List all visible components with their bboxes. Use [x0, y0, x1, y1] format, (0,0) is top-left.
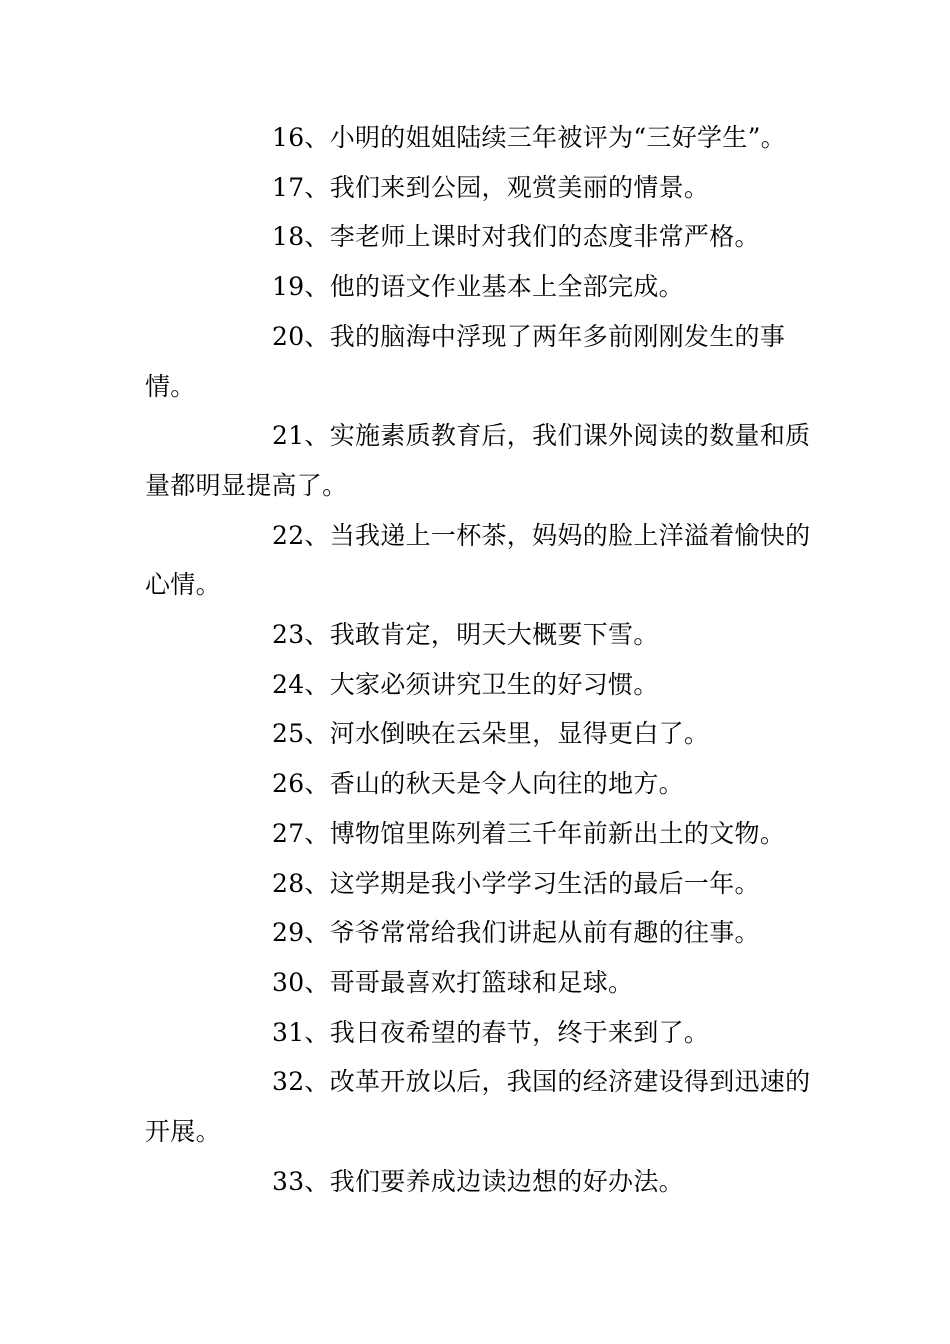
list-item: 31、我日夜希望的春节，终于来到了。 — [272, 1017, 710, 1047]
list-item: 32、改革开放以后，我国的经济建设得到迅速的开展。 — [145, 1067, 811, 1147]
list-item: 28、这学期是我小学学习生活的最后一年。 — [272, 868, 760, 898]
list-item: 19、他的语文作业基本上全部完成。 — [272, 272, 684, 302]
list-item: 18、李老师上课时对我们的态度非常严格。 — [272, 222, 760, 252]
list-item: 24、大家必须讲究卫生的好习惯。 — [272, 669, 659, 699]
list-item: 20、我的脑海中浮现了两年多前刚刚发生的事情。 — [145, 321, 786, 401]
list-item: 16、小明的姐姐陆续三年被评为“三好学生”。 — [272, 123, 786, 152]
list-item: 27、博物馆里陈列着三千年前新出土的文物。 — [272, 818, 786, 848]
list-item: 21、实施素质教育后，我们课外阅读的数量和质量都明显提高了。 — [145, 421, 811, 500]
list-item: 29、爷爷常常给我们讲起从前有趣的往事。 — [272, 918, 760, 948]
list-item: 22、当我递上一杯茶，妈妈的脸上洋溢着愉快的心情。 — [145, 520, 811, 600]
list-item: 33、我们要养成边读边想的好办法。 — [272, 1166, 684, 1196]
list-item: 30、哥哥最喜欢打篮球和足球。 — [272, 967, 634, 997]
sentence-list — [145, 113, 815, 1206]
list-item: 26、香山的秋天是令人向往的地方。 — [272, 769, 684, 799]
list-item: 17、我们来到公园，观赏美丽的情景。 — [272, 172, 710, 202]
list-item: 23、我敢肯定，明天大概要下雪。 — [272, 620, 659, 650]
list-item: 25、河水倒映在云朵里，显得更白了。 — [272, 719, 710, 749]
